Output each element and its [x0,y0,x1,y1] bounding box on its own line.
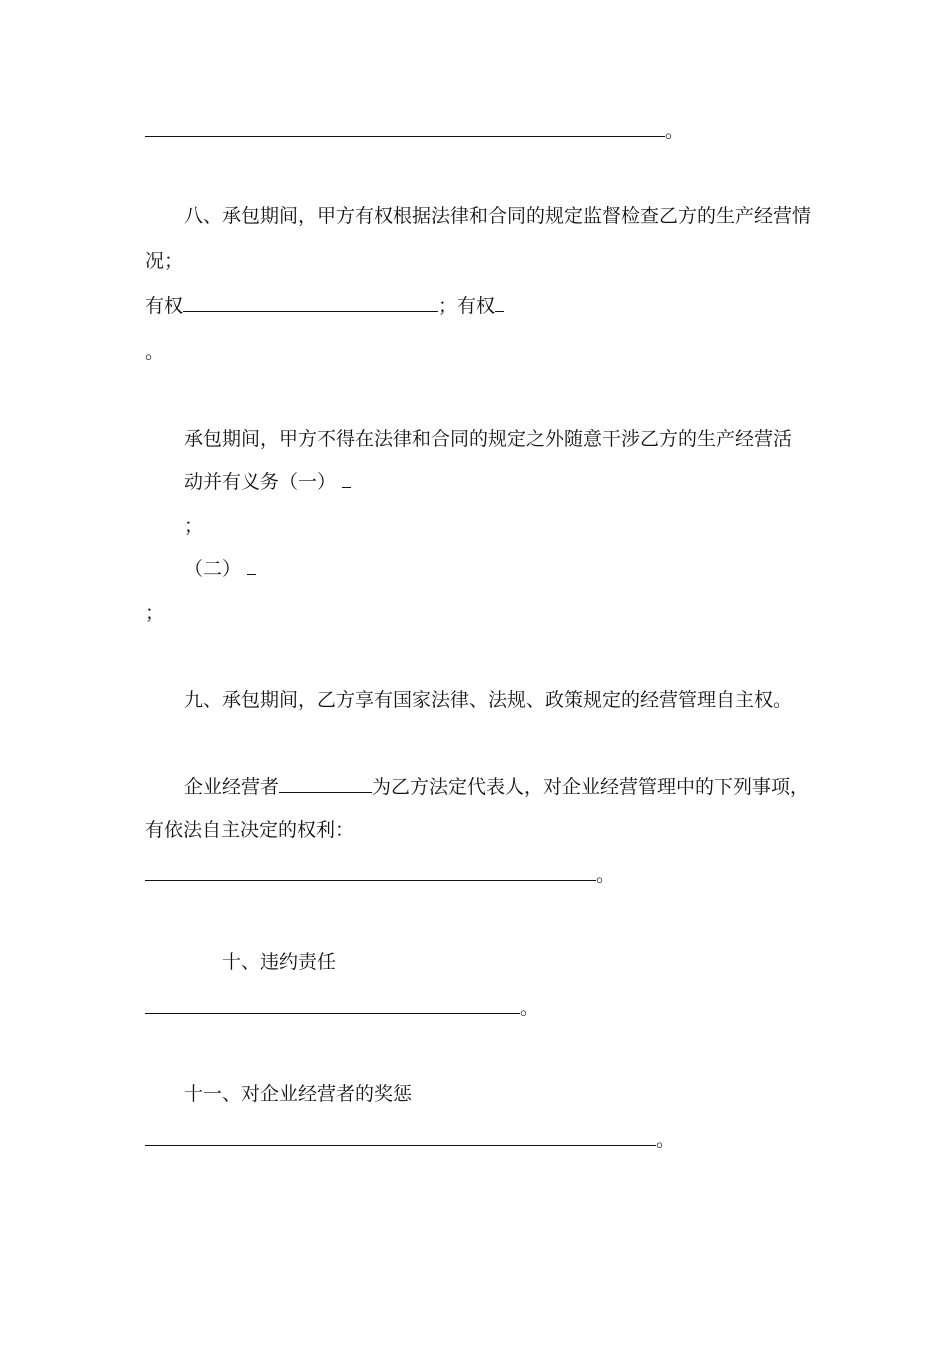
blank-underline [145,118,665,137]
rep-label: 企业经营者 [184,776,280,798]
article-9-line1: 九、承包期间，乙方享有国家法律、法规、政策规定的经营管理自主权。 [184,689,793,711]
line-end-punct: 。 [665,120,685,142]
blank-underline [342,469,351,488]
blank-underline [145,1127,656,1146]
blank-underline [279,774,372,793]
fill-line-continuation [145,118,684,143]
article-8-duty-line2 [184,469,351,494]
article-8-rights-end: 。 [145,341,165,363]
rep-text: 为乙方法定代表人，对企业经营管理中的下列事项， [372,776,810,798]
article-10-title: 十、违约责任 [222,951,337,973]
article-9-rights-blank [145,862,615,887]
line-end-punct: 。 [656,1129,676,1151]
rights-label-1: 有权 [145,295,184,317]
article-9-rep-line2: 有依法自主决定的权利： [145,819,355,841]
article-10-blank [145,995,539,1020]
line-end-punct: 。 [520,997,540,1019]
article-8-duty-line1: 承包期间，甲方不得在法律和合同的规定之外随意干涉乙方的生产经营活 [184,428,793,450]
blank-underline [495,293,504,312]
article-11-blank [145,1127,675,1152]
blank-underline [183,293,438,312]
article-8-rights-line [145,293,504,318]
article-8-paragraph-line1: 八、承包期间，甲方有权根据法律和合同的规定监督检查乙方的生产经营情 [184,205,812,227]
duty-2-line [184,556,256,581]
blank-underline [247,556,256,575]
blank-underline [145,995,520,1014]
duty-2-end: ； [145,602,165,624]
duty-1-end: ； [184,515,204,537]
duty-label: 动并有义务（一） [184,471,337,493]
blank-underline [145,862,596,881]
article-11-title: 十一、对企业经营者的奖惩 [184,1083,413,1105]
line-end-punct: 。 [596,864,616,886]
duty-2-label: （二） [184,558,242,580]
article-9-rep-line1 [184,774,809,799]
article-8-paragraph-line2: 况； [145,250,184,272]
rights-label-2: ；有权 [438,295,496,317]
